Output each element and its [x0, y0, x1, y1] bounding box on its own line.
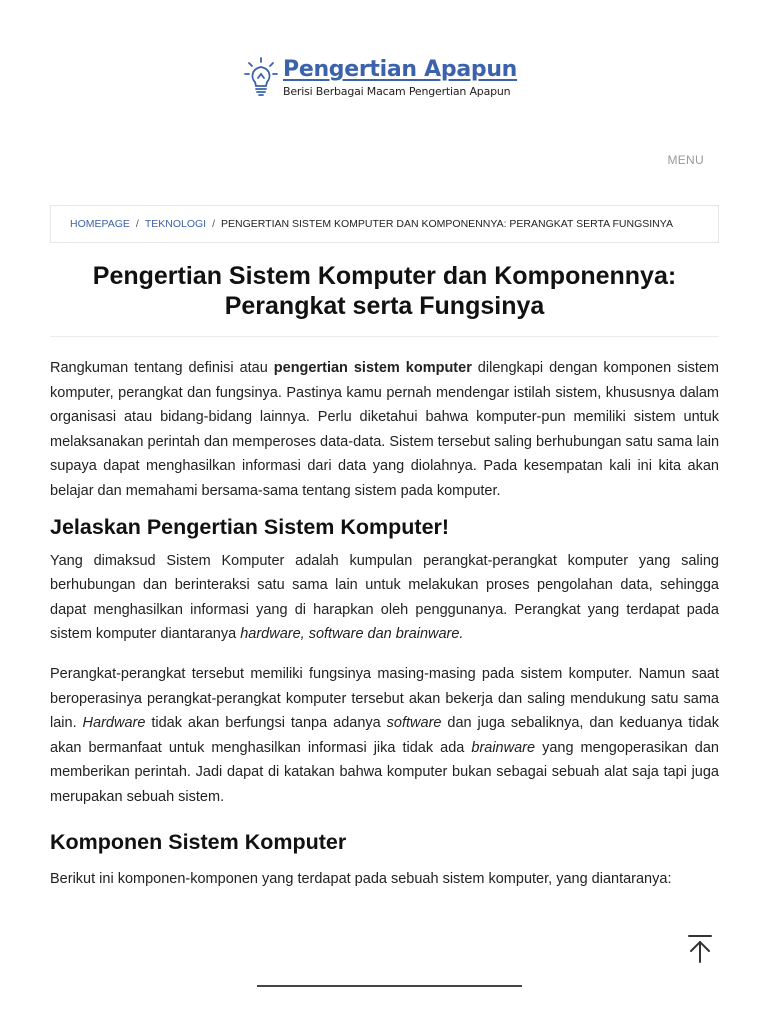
- title-divider: [50, 336, 719, 337]
- function-paragraph: Perangkat-perangkat tersebut memiliki fungsinya masing-masing pada sistem komputer. Namun saat beroperasinya perangkat-perangkat komputer tersebut akan bekerja dan saling mendukung satu sama lain. Hardware tidak akan berfungsi tanpa adanya software dan juga sebaliknya, dan keduanya tidak akan bermanfaat untuk menghasilkan informasi jika tidak ada brainware yang mengoperasikan dan memberikan perintah. Jadi dapat di katakan bahwa komputer bukan sebagai sebuah alat saja tapi juga merupakan sebuah sistem.: [50, 665, 719, 805]
- lightbulb-icon: [243, 56, 279, 98]
- section-heading-components: Komponen Sistem Komputer: [50, 829, 347, 854]
- site-title[interactable]: Pengertian Apapun: [283, 57, 518, 82]
- breadcrumb-separator: /: [212, 218, 216, 230]
- breadcrumb-separator: /: [135, 218, 139, 230]
- arrow-up-to-top-icon[interactable]: [685, 933, 715, 965]
- page-title-line2: Perangkat serta Fungsinya: [224, 292, 545, 320]
- article-body: [50, 356, 719, 891]
- components-intro-paragraph: Berikut ini komponen-komponen yang terdapat pada sebuah sistem komputer, yang diantaranya:: [50, 870, 672, 887]
- breadcrumb-category-link[interactable]: TEKNOLOGI: [144, 218, 207, 230]
- keyword-bold: pengertian sistem komputer: [273, 360, 472, 376]
- intro-paragraph: Rangkuman tentang definisi atau pengertian sistem komputer dilengkapi dengan komponen sistem komputer, perangkat dan fungsinya. Pastinya kamu pernah mendengar istilah sistem, khususnya dalam organisasi atau bidang-bidang lainnya. Perlu diketahui bahwa komputer-pun memiliki sistem untuk melaksanakan perintah dan memperoses data-data. Sistem tersebut saling berhubungan satu sama lain supaya dapat menghasilkan informasi dari data yang diolahnya. Pada kesempatan kali ini kita akan belajar dan memahami bersama-sama tentang sistem pada komputer.: [50, 360, 720, 499]
- site-tagline: Berisi Berbagai Macam Pengertian Apapun: [283, 85, 511, 98]
- page-title: [50, 261, 719, 321]
- menu-button[interactable]: MENU: [667, 153, 704, 167]
- breadcrumb-current: PENGERTIAN SISTEM KOMPUTER DAN KOMPONENNYA: PERANGKAT SERTA FUNGSINYA: [221, 218, 673, 230]
- page-title-line1: Pengertian Sistem Komputer dan Komponennya:: [92, 262, 677, 290]
- breadcrumb-home-link[interactable]: HOMEPAGE: [70, 218, 130, 230]
- definition-paragraph: Yang dimaksud Sistem Komputer adalah kumpulan perangkat-perangkat komputer yang saling berhubungan dan berinteraksi satu sama lain untuk melakukan proses pengolahan data, sehingga dapat menghasilkan informasi yang di harapkan oleh penggunanya. Perangkat yang terdapat pada sistem komputer diantaranya hardware, software dan brainware.: [50, 552, 719, 643]
- breadcrumb: [50, 205, 719, 243]
- site-logo[interactable]: [243, 56, 517, 98]
- content-divider: [257, 985, 522, 987]
- section-heading-definition: Jelaskan Pengertian Sistem Komputer!: [50, 514, 450, 539]
